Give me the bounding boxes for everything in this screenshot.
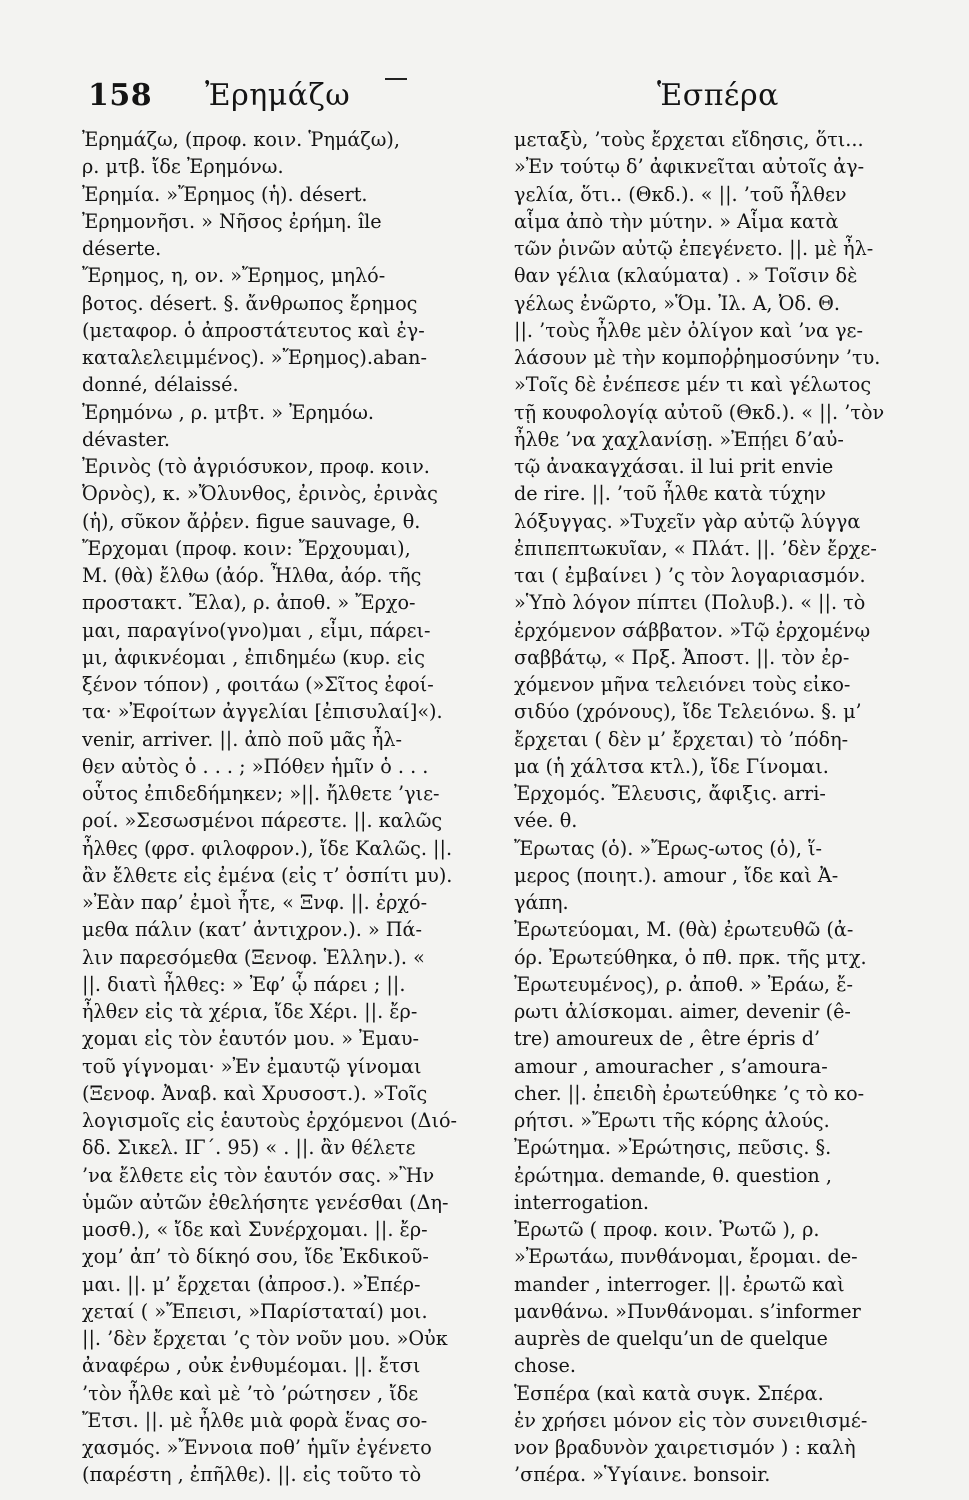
text-line: νον βραδυνὸν χαιρετισμόν ) : καλὴ xyxy=(514,1436,856,1459)
text-line: μι, ἀφικνέομαι , ἐπιδημέω (κυρ. εἰς xyxy=(82,645,425,669)
text-line: Ἔρωτας (ὁ). »Ἔρως-ωτος (ὁ), ἵ- xyxy=(514,836,823,860)
text-line: (μεταφορ. ὁ ἀπροστάτευτος καὶ ἐγ- xyxy=(82,318,425,342)
text-line: (Ξενοφ. Ἀναβ. καὶ Χρυσοστ.). »Τοῖς xyxy=(82,1081,428,1105)
page-number: 158 xyxy=(88,78,153,113)
text-line: μαι, παραγίνο(γνο)μαι , εἶμι, πάρει- xyxy=(82,618,431,642)
text-line: »Ὑπὸ λόγον πίπτει (Πολυβ.). « ||. τὸ xyxy=(514,591,866,615)
text-line: λάσουν μὲ τὴν κομποῤῥημοσύνην ’τυ. xyxy=(514,346,881,369)
text-line: »Ἐν τούτῳ δ’ ἀφικνεῖται αὐτοῖς ἀγ- xyxy=(514,155,865,179)
text-line: ρήτσι. »Ἔρωτι τῆς κόρης ἁλούς. xyxy=(514,1109,830,1132)
text-line: ὑμῶν αὐτῶν ἐθελήσητε γενέσθαι (Δη- xyxy=(82,1190,449,1214)
text-line: cher. ||. ἐπειδὴ ἐρωτεύθηκε ’ς τὸ κο- xyxy=(514,1081,865,1105)
text-line: »Τοῖς δὲ ἐνέπεσε μέν τι καὶ γέλωτος xyxy=(514,373,872,397)
text-line: Ἐρχομός. Ἔλευσις, ἄφιξις. arri- xyxy=(514,782,826,805)
text-line: τῶν ῥινῶν αὐτῷ ἐπεγένετο. ||. μὲ ἦλ- xyxy=(514,237,874,260)
text-line: λιν παρεσόμεθα (Ξενοφ. Ἑλλην.). « xyxy=(82,945,425,969)
text-line: γελία, ὅτι.. (Θκδ.). « ||. ’τοῦ ἦλθεν xyxy=(514,182,847,206)
left-running-head: Ἐρημάζω xyxy=(205,78,351,113)
text-line: ρωτι ἁλίσκομαι. aimer, devenir (ê- xyxy=(514,1000,851,1023)
text-line: Ἑσπέρα (καὶ κατὰ συγκ. Σπέρα. xyxy=(514,1381,824,1405)
text-line: ’τὸν ἦλθε καὶ μὲ ’τὸ ’ρώτησεν , ἴδε xyxy=(82,1381,419,1405)
text-line: ἂν ἔλθετε εἰς ἐμένα (εἰς τ’ ὁσπίτι μυ). xyxy=(82,863,453,887)
text-line: ||. ’δὲν ἔρχεται ’ς τὸν νοῦν μου. »Οὐκ xyxy=(82,1327,448,1350)
text-line: venir, arriver. ||. ἀπὸ ποῦ μᾶς ἦλ- xyxy=(82,727,403,751)
text-line: »Ἐὰν παρ’ ἐμοὶ ἦτε, « Ξνφ. ||. ἐρχό- xyxy=(82,891,428,914)
text-line: tre) amoureux de , être épris d’ xyxy=(514,1027,821,1051)
text-line: Ἐρωτῶ ( προφ. κοιν. Ῥωτῶ ), ρ. xyxy=(514,1218,820,1241)
text-line: vée. θ. xyxy=(514,809,578,833)
text-line: μοσθ.), « ἴδε καὶ Συνέρχομαι. ||. ἔρ- xyxy=(82,1218,428,1241)
text-line: dévaster. xyxy=(82,427,170,451)
text-line: Ἔρημος, η, ον. »Ἔρημος, μηλό- xyxy=(82,264,386,288)
text-line: ξένον τόπον) , φοιτάω (»Σῖτος ἐφοί- xyxy=(82,673,434,696)
text-line: Ἐρωτευμένος), ρ. ἀποθ. » Ἐράω, ἔ- xyxy=(514,972,853,996)
text-line: ἦλθε ’να χαχλανίσῃ. »Ἐπῄει δ’αὐ- xyxy=(514,427,844,451)
text-line: γέλως ἐνῶρτο, »Ὅμ. Ἰλ. Α, Ὀδ. Θ. xyxy=(514,291,840,315)
text-line: προστακτ. Ἔλα), ρ. ἀποθ. » Ἔρχο- xyxy=(82,591,416,615)
text-line: ἐρχόμενον σάββατον. »Τῷ ἐρχομένῳ xyxy=(514,618,871,642)
text-line: ||. ’τοὺς ἦλθε μὲν ὀλίγον καὶ ’να γε- xyxy=(514,318,863,342)
text-line: Μ. (θὰ) ἔλθω (ἀόρ. Ἦλθα, ἀόρ. τῆς xyxy=(82,564,422,587)
text-line: de rire. ||. ’τοῦ ἦλθε κατὰ τύχην xyxy=(514,482,826,506)
text-line: σιδύο (χρόνους), ἴδε Τελειόνω. §. μ’ xyxy=(514,700,862,724)
text-line: Ἔρχομαι (προφ. κοιν: Ἔρχουμαι), xyxy=(82,536,411,560)
text-line: donné, délaissé. xyxy=(82,373,239,397)
text-line: Ἐρημονῆσι. » Νῆσος ἐρήμη. île xyxy=(82,209,382,233)
header-dash xyxy=(385,78,407,80)
text-line: ρ. μτβ. ἴδε Ἐρημόνω. xyxy=(82,155,284,179)
text-line: ἀναφέρω , οὐκ ἐνθυμέομαι. ||. ἔτσι xyxy=(82,1354,421,1378)
text-line: amour , amouracher , s’amoura- xyxy=(514,1054,828,1078)
text-line: Ἐρωτεύομαι, Μ. (θὰ) ἐρωτευθῶ (ἀ- xyxy=(514,918,854,942)
text-line: déserte. xyxy=(82,237,162,260)
text-line: λογισμοῖς εἰς ἑαυτοὺς ἐρχόμενοι (Διό- xyxy=(82,1109,457,1132)
text-line: ροί. »Σεσωσμένοι πάρεστε. ||. καλῶς xyxy=(82,809,443,833)
text-line: σαββάτῳ, « Πρξ. Ἀποστ. ||. τὸν ἐρ- xyxy=(514,645,850,669)
text-line: Ὀρνὸς), κ. »Ὄλυνθος, ἐρινὸς, ἐρινὰς xyxy=(82,482,438,506)
text-line: ἐπιπεπτωκυῖαν, « Πλάτ. ||. ’δὲν ἔρχε- xyxy=(514,536,877,560)
text-line: χεταί ( »Ἔπεισι, »Παρίσταταί) μοι. xyxy=(82,1299,428,1323)
left-column xyxy=(82,126,482,1489)
text-line: οὗτος ἐπιδεδήμηκεν; »||. ἤλθετε ’γιε- xyxy=(82,782,440,805)
right-column xyxy=(514,126,934,1489)
text-line: Ἐρώτημα. »Ἐρώτησις, πεῦσις. §. xyxy=(514,1136,832,1160)
text-line: Ἐρημόνω , ρ. μτβτ. » Ἐρημόω. xyxy=(82,400,374,424)
text-line: »Ἐρωτάω, πυνθάνομαι, ἔρομαι. de- xyxy=(514,1245,858,1269)
text-line: θαν γέλια (κλαύματα) . » Τοῖσιν δὲ xyxy=(514,264,858,288)
text-line: Ἐρημάζω, (προφ. κοιν. Ῥημάζω), xyxy=(82,128,401,151)
text-line: μερος (ποιητ.). amour , ἴδε καὶ Ἀ- xyxy=(514,863,839,887)
text-line: (ἡ), σῦκον ἄῤῥεν. figue sauvage, θ. xyxy=(82,509,421,533)
right-running-head: Ἑσπέρα xyxy=(657,78,779,113)
text-line: τοῦ γίγνομαι· »Ἐν ἐμαυτῷ γίνομαι xyxy=(82,1054,422,1078)
text-line: ἐν χρήσει μόνον εἰς τὸν συνειθισμέ- xyxy=(514,1408,868,1432)
text-line: μεταξὺ, ’τοὺς ἔρχεται εἴδησις, ὅτι... xyxy=(514,128,864,151)
text-line: θεν αὐτὸς ὁ . . . ; »Πόθεν ἡμῖν ὁ . . . xyxy=(82,754,429,778)
text-line: Ἔτσι. ||. μὲ ἦλθε μιὰ φορὰ ἕνας σο- xyxy=(82,1408,428,1432)
text-line: auprès de quelqu’un de quelque xyxy=(514,1327,828,1350)
text-line: Ἐρημία. »Ἔρημος (ἡ). désert. xyxy=(82,182,368,206)
text-line: μανθάνω. »Πυνθάνομαι. s’informer xyxy=(514,1299,861,1323)
text-line: βοτος. désert. §. ἄνθρωπος ἔρημος xyxy=(82,291,418,315)
text-line: ||. διατὶ ἦλθες: » Ἐφ’ ᾧ πάρει ; ||. xyxy=(82,972,406,996)
text-line: τα· »Ἐφοίτων ἀγγελίαι [ἐπισυλαί]«). xyxy=(82,700,443,724)
text-line: χόμενον μῆνα τελειόνει τοὺς εἰκο- xyxy=(514,673,851,696)
text-line: τῷ ἀνακαγχάσαι. il lui prit envie xyxy=(514,455,834,478)
text-line: χομ’ ἀπ’ τὸ δίκηό σου, ἴδε Ἐκδικοῦ- xyxy=(82,1245,429,1269)
text-line: interrogation. xyxy=(514,1190,650,1214)
text-line: ἔρχεται ( δὲν μ’ ἔρχεται) τὸ ’πόδη- xyxy=(514,727,849,751)
text-line: (παρέστη , ἐπῆλθε). ||. εἰς τοῦτο τὸ xyxy=(82,1463,422,1487)
text-line: χασμός. »Ἔννοια ποθ’ ἡμῖν ἐγένετο xyxy=(82,1436,432,1459)
text-line: δδ. Σικελ. ΙΓ΄. 95) « . ||. ἂν θέλετε xyxy=(82,1136,416,1160)
text-line: chose. xyxy=(514,1354,576,1378)
text-line: καταλελειμμένος). »Ἔρημος).aban- xyxy=(82,346,427,369)
text-line: ἐρώτημα. demande, θ. question , xyxy=(514,1163,832,1187)
text-line: όρ. Ἐρωτεύθηκα, ὁ πθ. πρκ. τῆς μτχ. xyxy=(514,945,867,969)
text-line: χομαι εἰς τὸν ἑαυτόν μου. » Ἐμαυ- xyxy=(82,1027,419,1051)
text-line: mander , interroger. ||. ἐρωτῶ καὶ xyxy=(514,1272,845,1296)
text-line: ἦλθεν εἰς τὰ χέρια, ἴδε Χέρι. ||. ἔρ- xyxy=(82,1000,418,1023)
text-line: ται ( ἐμβαίνει ) ’ς τὸν λογαριασμόν. xyxy=(514,564,866,587)
text-line: ἦλθες (φρσ. φιλοφρον.), ἴδε Καλῶς. ||. xyxy=(82,836,453,860)
text-line: λόξυγγας. »Τυχεῖν γὰρ αὐτῷ λύγγα xyxy=(514,509,861,533)
text-line: ’να ἔλθετε εἰς τὸν ἑαυτόν σας. »Ἢν xyxy=(82,1163,435,1187)
text-line: μεθα πάλιν (κατ’ ἀντιχρον.). » Πά- xyxy=(82,918,422,942)
text-line: αἷμα ἀπὸ τὴν μύτην. » Αἷμα κατὰ xyxy=(514,209,839,233)
text-line: γάπη. xyxy=(514,891,569,914)
text-line: τῇ κουφολογίᾳ αὐτοῦ (Θκδ.). « ||. ’τὸν xyxy=(514,400,885,424)
text-line: ’σπέρα. »Ὑγίαινε. bonsoir. xyxy=(514,1463,771,1487)
text-line: μα (ἡ χάλτσα κτλ.), ἴδε Γίνομαι. xyxy=(514,754,829,778)
text-line: Ἐρινὸς (τὸ ἀγριόσυκον, προφ. κοιν. xyxy=(82,455,430,478)
text-line: μαι. ||. μ’ ἔρχεται (ἀπροσ.). »Ἐπέρ- xyxy=(82,1272,421,1296)
